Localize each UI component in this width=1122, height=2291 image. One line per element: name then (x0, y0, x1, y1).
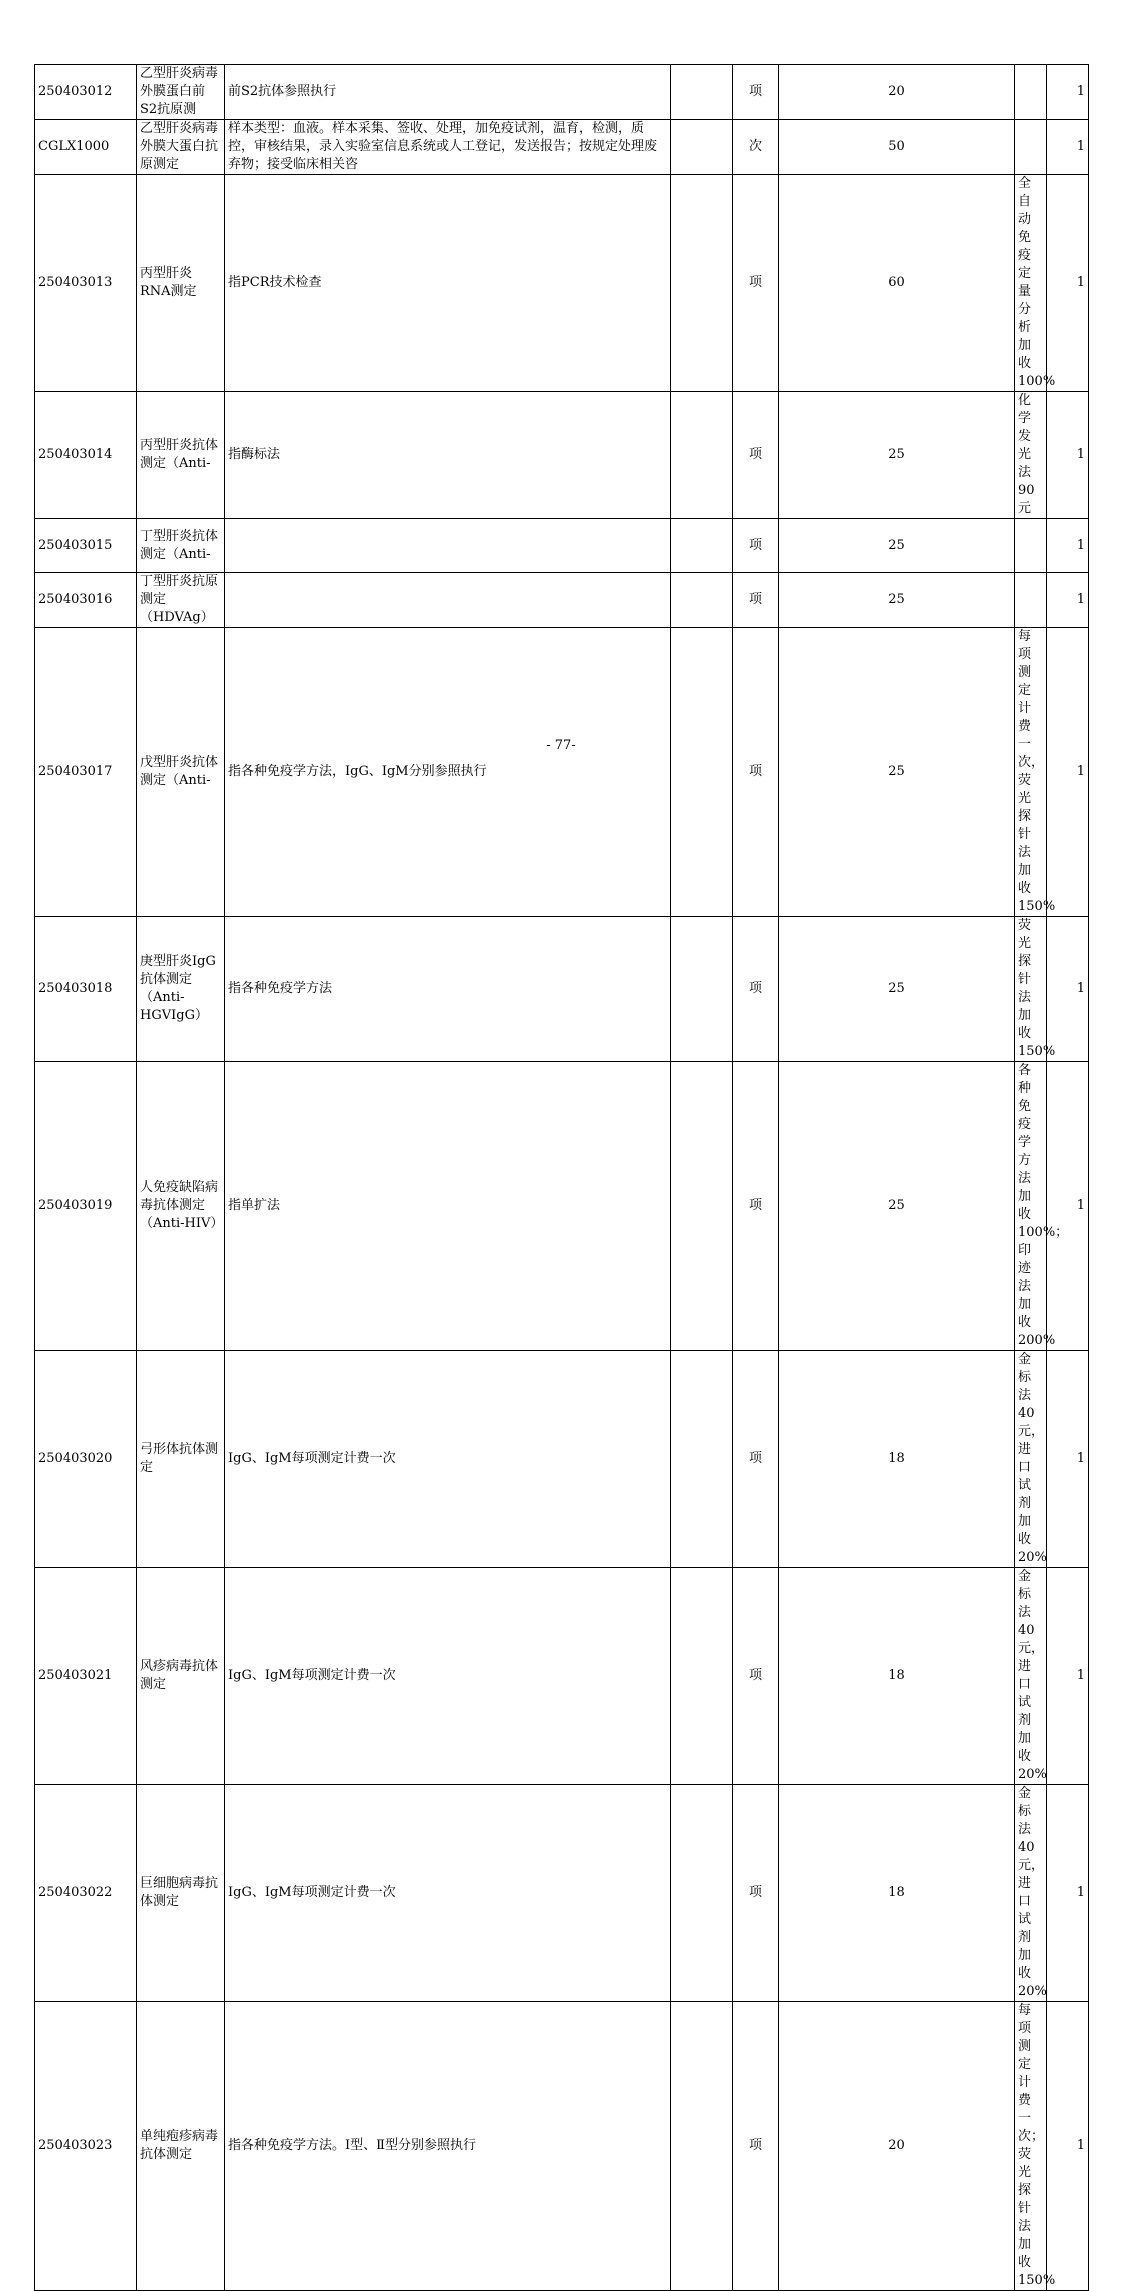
table-row (35, 175, 1089, 392)
name-text: 乙型肝炎病毒外膜大蛋白抗原测定 (140, 121, 219, 172)
content-text: 指PCR技术检查 (228, 275, 322, 290)
name-cell (137, 65, 225, 120)
content-text: 指单扩法 (228, 1198, 281, 1213)
exclude-cell (671, 1568, 733, 1785)
unit-cell: 项 (733, 519, 779, 573)
unit-cell: 项 (733, 2002, 779, 2291)
exclude-cell (671, 573, 733, 628)
note-cell: 每项测定计费一次；荧光探针法加收150% (1015, 2002, 1047, 2291)
name-text: 丁型肝炎抗原测定（HDVAg） (140, 574, 219, 625)
price-cell: 25 (779, 1062, 1015, 1351)
content-cell (225, 2002, 671, 2291)
code-cell: 250403012 (35, 65, 137, 120)
table-row (35, 573, 1089, 628)
content-text: 指酶标法 (228, 447, 281, 462)
name-cell (137, 573, 225, 628)
count-cell: 1 (1047, 120, 1089, 175)
content-text: 样本类型：血液。样本采集、签收、处理，加免疫试剂，温育，检测，质控，审核结果，录入实验室信息系统或人工登记，发送报告；按规定处理废弃物；接受临床相关咨 (228, 121, 658, 172)
code-cell: 250403013 (35, 175, 137, 392)
table-row (35, 1351, 1089, 1568)
content-text: 前S2抗体参照执行 (228, 84, 337, 99)
count-cell: 1 (1047, 1062, 1089, 1351)
name-cell (137, 628, 225, 917)
unit-cell: 项 (733, 628, 779, 917)
content-cell (225, 1351, 671, 1568)
table-row (35, 392, 1089, 519)
page-number: - 77- (546, 738, 576, 753)
content-text: IgG、IgM每项测定计费一次 (228, 1451, 396, 1466)
price-cell: 18 (779, 1351, 1015, 1568)
unit-cell: 项 (733, 1785, 779, 2002)
code-cell: 250403014 (35, 392, 137, 519)
content-cell (225, 120, 671, 175)
content-cell (225, 175, 671, 392)
exclude-cell (671, 1351, 733, 1568)
unit-cell: 项 (733, 917, 779, 1062)
unit-cell: 项 (733, 392, 779, 519)
table-row (35, 2002, 1089, 2291)
price-cell: 20 (779, 65, 1015, 120)
exclude-cell (671, 1785, 733, 2002)
content-cell (225, 573, 671, 628)
code-cell: 250403015 (35, 519, 137, 573)
content-cell (225, 1062, 671, 1351)
name-text: 丁型肝炎抗体测定（Anti- (140, 528, 219, 562)
table-row (35, 120, 1089, 175)
note-cell (1015, 65, 1047, 120)
code-cell: 250403021 (35, 1568, 137, 1785)
code-cell: 250403022 (35, 1785, 137, 2002)
exclude-cell (671, 628, 733, 917)
price-cell: 25 (779, 628, 1015, 917)
name-text: 单纯疱疹病毒抗体测定 (140, 2129, 219, 2162)
name-cell (137, 1351, 225, 1568)
unit-cell: 项 (733, 573, 779, 628)
note-cell: 荧光探针法加收150% (1015, 917, 1047, 1062)
content-text: 指各种免疫学方法 (228, 981, 333, 996)
content-cell (225, 65, 671, 120)
table-row (35, 65, 1089, 120)
price-cell: 25 (779, 519, 1015, 573)
content-cell (225, 1785, 671, 2002)
content-text: IgG、IgM每项测定计费一次 (228, 1668, 396, 1683)
code-cell: CGLX1000 (35, 120, 137, 175)
content-cell (225, 1568, 671, 1785)
note-cell: 金标法40元，进口试剂加收20% (1015, 1785, 1047, 2002)
count-cell: 1 (1047, 573, 1089, 628)
name-cell (137, 2002, 225, 2291)
table-row (35, 628, 1089, 917)
price-cell: 25 (779, 392, 1015, 519)
note-cell: 每项测定计费一次，荧光探针法加收150% (1015, 628, 1047, 917)
name-cell (137, 1785, 225, 2002)
price-table (34, 64, 1089, 2291)
note-cell: 金标法40元，进口试剂加收20% (1015, 1568, 1047, 1785)
count-cell: 1 (1047, 1568, 1089, 1785)
name-text: 庚型肝炎IgG抗体测定（Anti-HGVIgG） (140, 954, 216, 1023)
exclude-cell (671, 519, 733, 573)
name-text: 巨细胞病毒抗体测定 (140, 1876, 219, 1909)
count-cell: 1 (1047, 1785, 1089, 2002)
code-cell: 250403023 (35, 2002, 137, 2291)
name-text: 人免疫缺陷病毒抗体测定（Anti-HIV） (140, 1180, 224, 1231)
unit-cell: 项 (733, 65, 779, 120)
name-text: 风疹病毒抗体测定 (140, 1659, 219, 1692)
table-row (35, 1062, 1089, 1351)
unit-cell: 项 (733, 1351, 779, 1568)
name-cell (137, 392, 225, 519)
name-text: 弓形体抗体测定 (140, 1442, 219, 1475)
exclude-cell (671, 175, 733, 392)
note-cell (1015, 573, 1047, 628)
note-cell: 各种免疫学方法加收100%；印迹法加收200% (1015, 1062, 1047, 1351)
unit-cell: 项 (733, 1568, 779, 1785)
exclude-cell (671, 392, 733, 519)
name-cell (137, 1568, 225, 1785)
code-cell: 250403020 (35, 1351, 137, 1568)
note-cell: 化学发光法90元 (1015, 392, 1047, 519)
name-text: 戊型肝炎抗体测定（Anti- (140, 755, 219, 788)
content-cell (225, 519, 671, 573)
price-cell: 18 (779, 1785, 1015, 2002)
note-cell: 金标法40元，进口试剂加收20% (1015, 1351, 1047, 1568)
price-cell: 18 (779, 1568, 1015, 1785)
exclude-cell (671, 917, 733, 1062)
count-cell: 1 (1047, 2002, 1089, 2291)
price-cell: 50 (779, 120, 1015, 175)
code-cell: 250403019 (35, 1062, 137, 1351)
table-row (35, 1785, 1089, 2002)
table-row (35, 1568, 1089, 1785)
count-cell: 1 (1047, 175, 1089, 392)
count-cell: 1 (1047, 917, 1089, 1062)
table-row (35, 917, 1089, 1062)
note-cell: 全自动免疫定量分析加收100% (1015, 175, 1047, 392)
exclude-cell (671, 120, 733, 175)
content-cell (225, 628, 671, 917)
unit-cell: 次 (733, 120, 779, 175)
count-cell: 1 (1047, 519, 1089, 573)
price-cell: 20 (779, 2002, 1015, 2291)
content-text: 指各种免疫学方法，IgG、IgM分别参照执行 (228, 764, 487, 779)
count-cell: 1 (1047, 628, 1089, 917)
price-cell: 25 (779, 573, 1015, 628)
name-cell (137, 120, 225, 175)
name-text: 丙型肝炎抗体测定（Anti- (140, 438, 219, 471)
content-cell (225, 392, 671, 519)
note-cell (1015, 120, 1047, 175)
table-row (35, 519, 1089, 573)
count-cell: 1 (1047, 392, 1089, 519)
count-cell: 1 (1047, 1351, 1089, 1568)
unit-cell: 项 (733, 175, 779, 392)
price-cell: 60 (779, 175, 1015, 392)
exclude-cell (671, 2002, 733, 2291)
code-cell: 250403016 (35, 573, 137, 628)
name-text: 乙型肝炎病毒外膜蛋白前S2抗原测 (140, 66, 219, 117)
unit-cell: 项 (733, 1062, 779, 1351)
code-cell: 250403017 (35, 628, 137, 917)
exclude-cell (671, 65, 733, 120)
name-cell (137, 519, 225, 573)
name-cell (137, 175, 225, 392)
note-cell (1015, 519, 1047, 573)
count-cell: 1 (1047, 65, 1089, 120)
content-cell (225, 917, 671, 1062)
exclude-cell (671, 1062, 733, 1351)
code-cell: 250403018 (35, 917, 137, 1062)
content-text: 指各种免疫学方法。Ⅰ型、Ⅱ型分别参照执行 (228, 2138, 476, 2153)
content-text: IgG、IgM每项测定计费一次 (228, 1885, 396, 1900)
name-cell (137, 917, 225, 1062)
table-body (35, 65, 1089, 2291)
price-cell: 25 (779, 917, 1015, 1062)
name-text: 丙型肝炎RNA测定 (140, 266, 197, 299)
name-cell (137, 1062, 225, 1351)
